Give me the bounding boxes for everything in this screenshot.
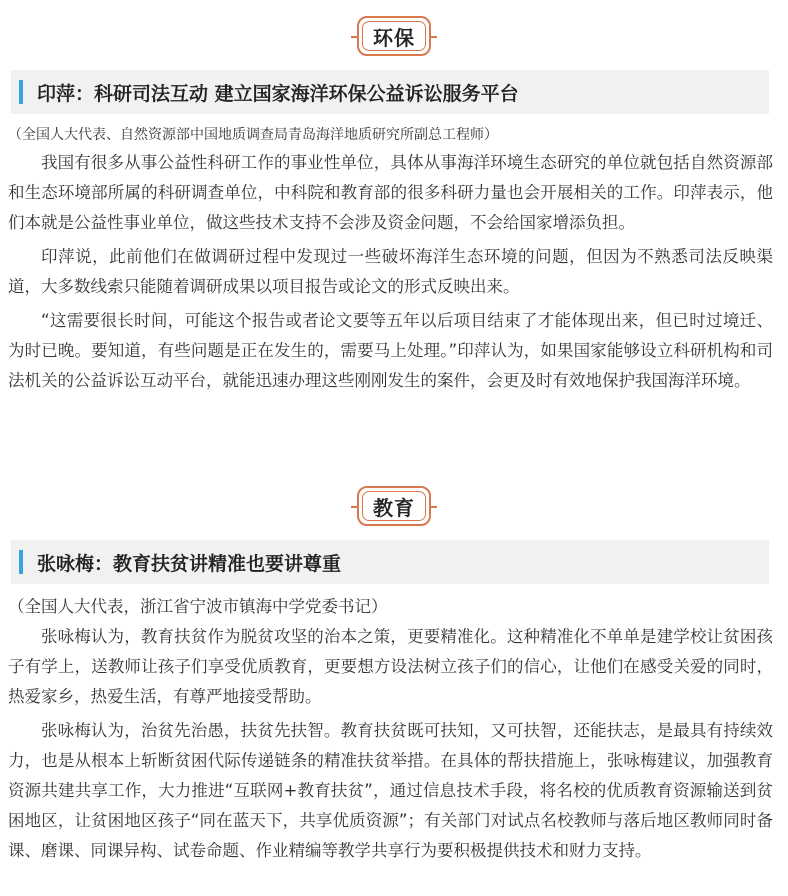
section-badge-label: 教育 <box>373 495 415 520</box>
section-badge-environment <box>357 16 431 56</box>
article-headline-education <box>11 540 769 584</box>
author-byline: （全国人大代表、自然资源部中国地质调查局青岛海洋地质研究所副总工程师） <box>8 127 498 143</box>
headline-text: 印萍：科研司法互动 建立国家海洋环保公益诉讼服务平台 <box>37 82 519 105</box>
headline-accent-bar <box>19 550 23 574</box>
article-body-education <box>8 592 773 866</box>
article-paragraph: 张咏梅认为，治贫先治愚，扶贫先扶智。教育扶贫既可扶知，又可扶智，还能扶志，是最具有持续效力，也是从根本上斩断贫困代际传递链条的精准扶贫举措。在具体的帮扶措施上，张咏梅建议，加强教育资源共建共享工作，大力推进“互联网+教育扶贫”，通过信息技术手段，将名校的优质教育资源输送到贫困地区，让贫困地区孩子“同在蓝天下，共享优质资源”；有关部门对试点名校教师与落后地区教师同时备课、磨课、同课异构、试卷命题、作业精编等教学共享行为要积极提供技术和财力支持。 <box>8 721 773 860</box>
author-byline: （全国人大代表，浙江省宁波市镇海中学党委书记） <box>8 597 388 616</box>
section-badge-label: 环保 <box>373 25 415 50</box>
article-paragraph: 张咏梅认为，教育扶贫作为脱贫攻坚的治本之策，更要精准化。这种精准化不单单是建学校让贫困孩子有学上，送教师让孩子们享受优质教育，更要想方设法树立孩子们的信心，让他们在感受关爱的同时，热爱家乡，热爱生活，有尊严地接受帮助。 <box>8 627 773 706</box>
badge-ornament-right <box>431 506 437 508</box>
badge-ornament-right <box>431 36 437 38</box>
article-body-environment <box>8 122 773 396</box>
section-badge-education <box>357 486 431 526</box>
badge-ornament-left <box>351 36 357 38</box>
article-paragraph: 印萍说，此前他们在做调研过程中发现过一些破坏海洋生态环境的问题，但因为不熟悉司法反映渠道，大多数线索只能随着调研成果以项目报告或论文的形式反映出来。 <box>8 247 773 296</box>
headline-accent-bar <box>19 80 23 104</box>
headline-text: 张咏梅：教育扶贫讲精准也要讲尊重 <box>37 552 342 575</box>
article-paragraph: 我国有很多从事公益性科研工作的事业性单位，具体从事海洋环境生态研究的单位就包括自然资源部和生态环境部所属的科研调查单位，中科院和教育部的很多科研力量也会开展相关的工作。印萍表示，他们本就是公益性事业单位，做这些技术支持不会涉及资金问题，不会给国家增添负担。 <box>8 153 773 232</box>
article-headline-environment <box>11 70 769 114</box>
badge-ornament-left <box>351 506 357 508</box>
article-paragraph: “这需要很长时间，可能这个报告或者论文要等五年以后项目结束了才能体现出来，但已时过境迁、为时已晚。要知道，有些问题是正在发生的，需要马上处理。”印萍认为，如果国家能够设立科研机构和司法机关的公益诉讼互动平台，就能迅速办理这些刚刚发生的案件，会更及时有效地保护我国海洋环境。 <box>8 311 773 390</box>
